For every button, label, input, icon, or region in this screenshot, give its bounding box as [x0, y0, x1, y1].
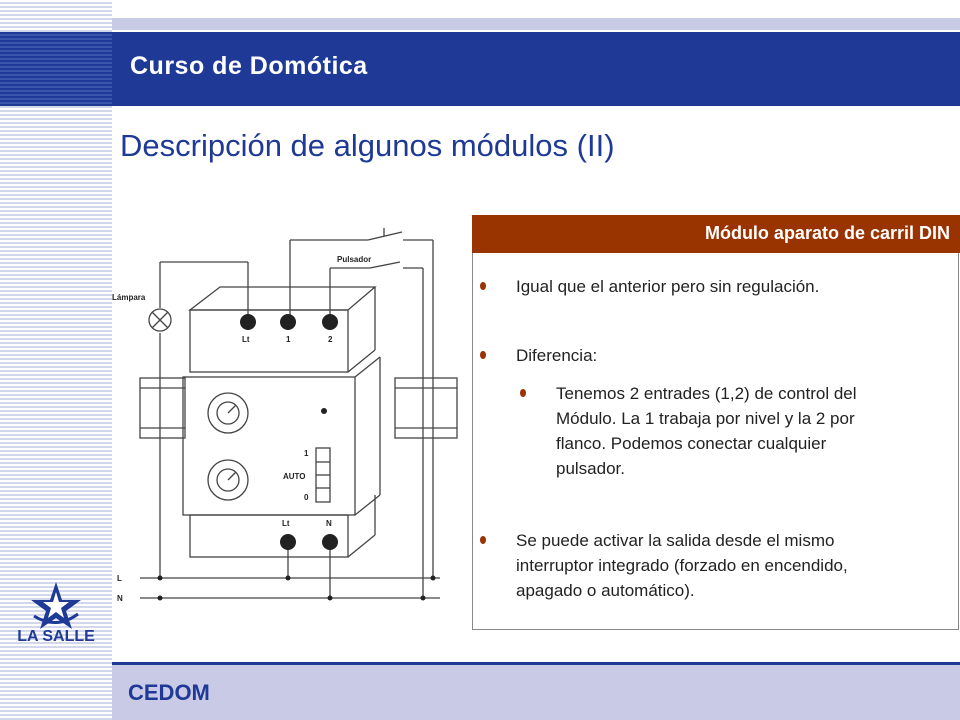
module-header-text: Módulo aparato de carril DIN: [704, 223, 950, 243]
bullet-3: [556, 381, 857, 481]
top-band: [112, 18, 960, 30]
terminal-label-lt: Lt: [242, 335, 250, 344]
terminal-lt-bottom: [280, 534, 296, 550]
terminal-lt-top: [240, 314, 256, 330]
terminal-label-1: 1: [286, 335, 291, 344]
terminal-n: [322, 534, 338, 550]
module-body: [190, 287, 375, 310]
course-title: Curso de Domótica: [130, 52, 368, 80]
top-white-strip: [112, 0, 960, 18]
pushbutton-label: Pulsador: [337, 255, 372, 264]
slide-title: Descripción de algunos módulos (II): [120, 128, 615, 163]
terminal-label-lt-bottom: Lt: [282, 519, 290, 528]
header-stripes: [0, 32, 112, 106]
switch-label-1: 1: [304, 449, 309, 458]
bullet-4-line: apagado o automático).: [516, 581, 695, 600]
sub-bullet-dot: [520, 389, 526, 397]
line-label-n: N: [117, 594, 123, 603]
switch-label-0: 0: [304, 493, 309, 502]
bullet-4-line: interruptor integrado (forzado en encendido,: [516, 556, 848, 575]
bullet-dot: [480, 536, 486, 544]
bullet-3-line: Tenemos 2 entrades (1,2) de control del: [556, 384, 857, 403]
terminal-2: [322, 314, 338, 330]
bullet-3-line: pulsador.: [556, 459, 625, 478]
bullet-3-line: Módulo. La 1 trabaja por nivel y la 2 por: [556, 409, 855, 428]
switch-label-auto: AUTO: [283, 472, 306, 481]
footer-band: [112, 665, 960, 720]
module-header: [472, 215, 960, 253]
led-indicator: [321, 408, 327, 414]
footer-text: CEDOM: [128, 680, 210, 705]
terminal-label-n: N: [326, 519, 332, 528]
logo-text: LA SALLE: [17, 628, 95, 645]
terminal-1: [280, 314, 296, 330]
bullet-dot: [480, 351, 486, 359]
bullet-4-line: Se puede activar la salida desde el mismo: [516, 531, 835, 550]
bullet-4: [516, 528, 848, 603]
bullet-2: Diferencia:: [516, 346, 598, 365]
din-rail: [140, 378, 185, 438]
lamp-label: Lámpara: [112, 293, 146, 302]
bullet-dot: [480, 282, 486, 290]
terminal-label-2: 2: [328, 335, 333, 344]
bullet-3-line: flanco. Podemos conectar cualquier: [556, 434, 827, 453]
la-salle-star-icon: [0, 570, 112, 660]
din-module-diagram: [110, 225, 470, 610]
line-label-l: L: [117, 574, 122, 583]
bullet-1: Igual que el anterior pero sin regulación.: [516, 277, 820, 296]
